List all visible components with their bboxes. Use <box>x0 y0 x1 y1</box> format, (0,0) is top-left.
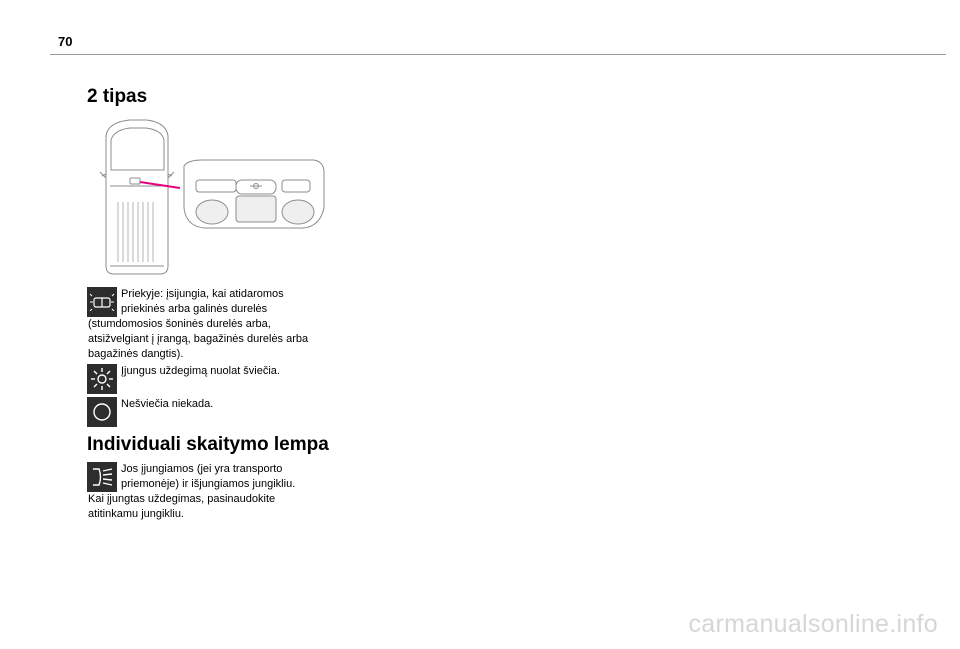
text-door-mode: Priekyje: įsijungia, kai atidaromos priekinės arba galinės durelės (stumdomosios šoninės durelės arba, atsižvelgiant į įrangą, bagažinės durelės arba bagažinės dangtis). <box>88 288 309 360</box>
ceiling-lamp-unit <box>184 160 324 228</box>
text-never-on: Nešviečia niekada. <box>121 398 214 410</box>
ceiling-lamp-illustration <box>92 116 328 278</box>
van-top-view <box>100 120 174 274</box>
leader-line <box>140 182 180 188</box>
section-title-reading-lamp: Individuali skaitymo lempa <box>87 434 329 455</box>
watermark: carmanualsonline.info <box>688 610 938 638</box>
header-rule <box>50 54 946 55</box>
section-title-type-2: 2 tipas <box>87 86 148 107</box>
text-always-on: Įjungus uždegimą nuolat šviečia. <box>121 365 280 377</box>
page-number: 70 <box>58 34 73 49</box>
text-reading-lamp: Jos įjungiamos (jei yra transporto priemonėje) ir išjungiamos jungikliu. Kai įjungtas uždegimas, pasinaudokite atitinkamu jungikliu. <box>88 463 296 520</box>
